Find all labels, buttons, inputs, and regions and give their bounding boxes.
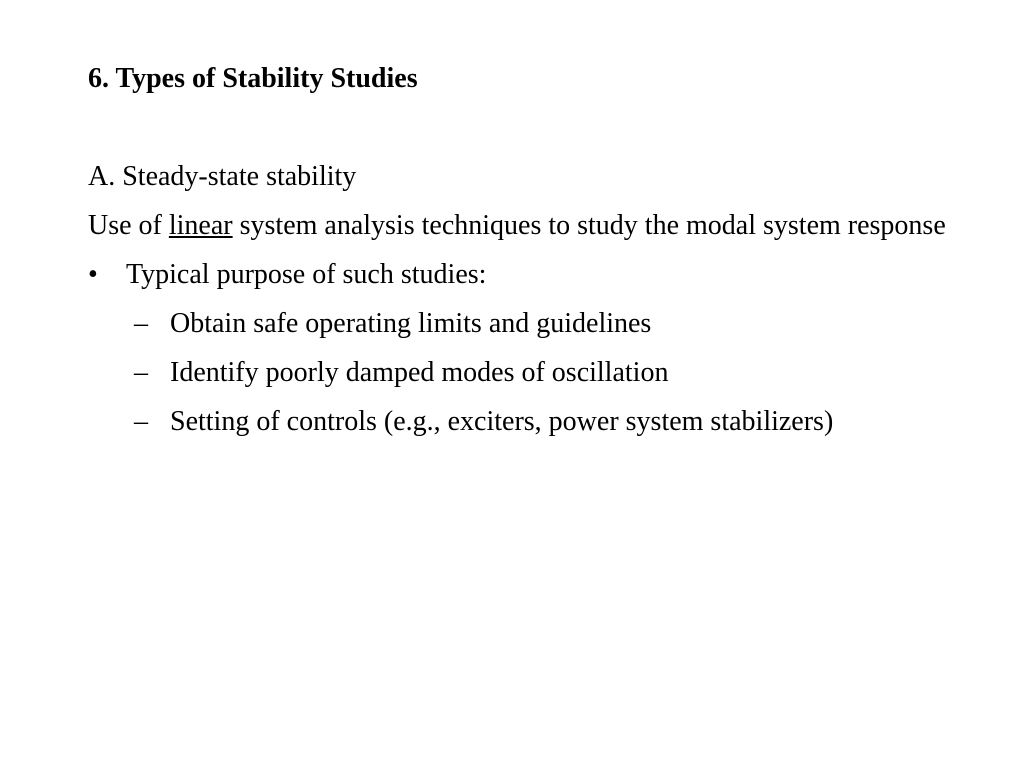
sub-item-text: Setting of controls (e.g., exciters, power system stabilizers) xyxy=(170,406,834,437)
bullet-item xyxy=(88,255,948,295)
intro-text-after: system analysis techniques to study the modal system response xyxy=(232,210,946,241)
sub-marker: – xyxy=(134,357,148,388)
sub-item-1 xyxy=(88,304,948,344)
sub-marker: – xyxy=(134,308,148,339)
sub-item-text: Obtain safe operating limits and guidelines xyxy=(170,308,652,339)
section-heading: A. Steady-state stability xyxy=(88,161,357,192)
intro-emphasis-linear: linear xyxy=(168,210,233,241)
sub-marker: – xyxy=(134,406,148,437)
bullet-text: Typical purpose of such studies: xyxy=(126,259,487,290)
bullet-marker: • xyxy=(88,259,98,290)
sub-item-text: Identify poorly damped modes of oscillation xyxy=(170,357,669,388)
slide-body xyxy=(88,157,948,451)
intro-paragraph xyxy=(88,206,948,246)
sub-item-2 xyxy=(88,353,948,393)
sub-item-3 xyxy=(88,402,948,442)
intro-text-before: Use of xyxy=(88,210,169,241)
slide-title: 6. Types of Stability Studies xyxy=(88,63,418,94)
